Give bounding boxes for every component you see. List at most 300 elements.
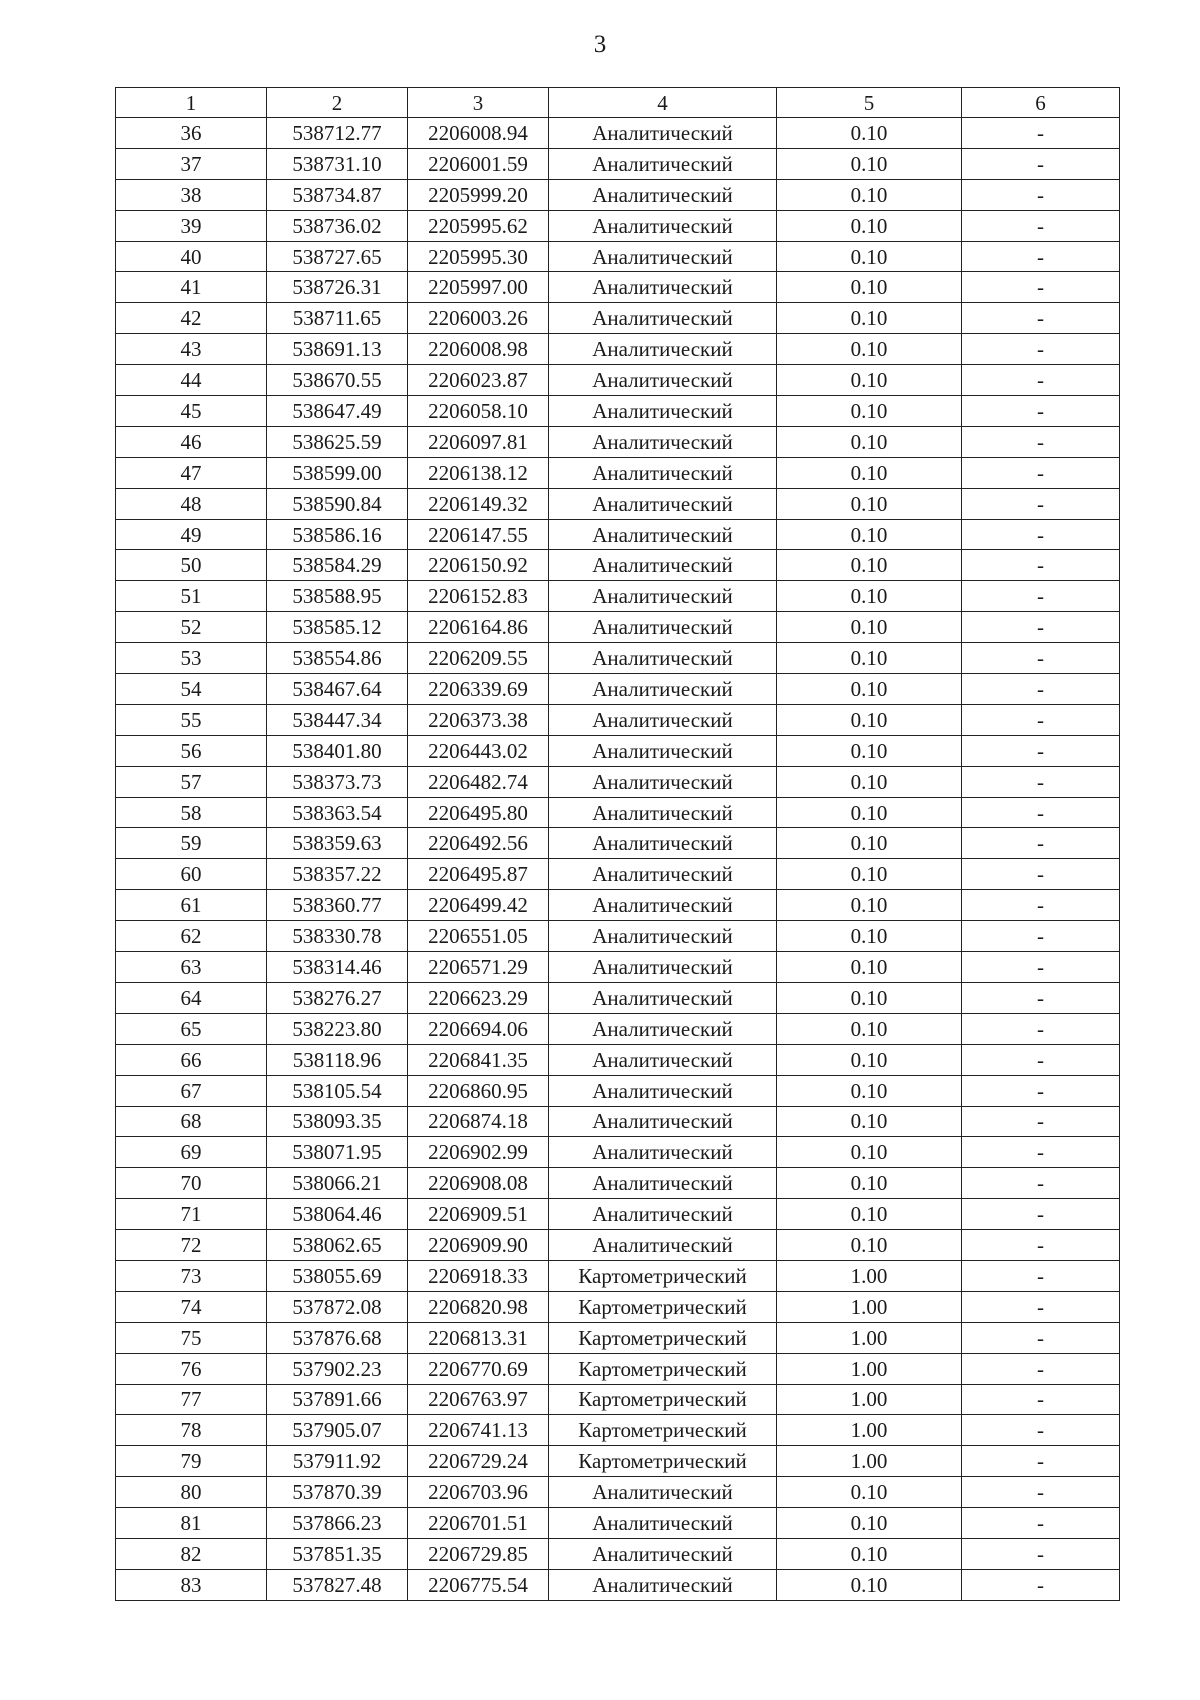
cell-description: - — [962, 550, 1120, 581]
cell-point-number: 65 — [116, 1013, 267, 1044]
cell-method: Аналитический — [549, 334, 777, 365]
cell-method: Аналитический — [549, 550, 777, 581]
cell-point-number: 73 — [116, 1260, 267, 1291]
cell-x: 537911.92 — [267, 1446, 408, 1477]
cell-point-number: 37 — [116, 148, 267, 179]
cell-x: 538731.10 — [267, 148, 408, 179]
table-row — [116, 1384, 1120, 1415]
cell-x: 538584.29 — [267, 550, 408, 581]
cell-accuracy: 0.10 — [777, 1044, 962, 1075]
cell-point-number: 48 — [116, 488, 267, 519]
cell-description: - — [962, 1508, 1120, 1539]
cell-description: - — [962, 1322, 1120, 1353]
cell-description: - — [962, 643, 1120, 674]
cell-accuracy: 0.10 — [777, 334, 962, 365]
cell-accuracy: 0.10 — [777, 828, 962, 859]
cell-method: Аналитический — [549, 1508, 777, 1539]
cell-method: Аналитический — [549, 396, 777, 427]
cell-y: 2206694.06 — [408, 1013, 549, 1044]
cell-method: Аналитический — [549, 488, 777, 519]
cell-point-number: 83 — [116, 1569, 267, 1600]
table-row — [116, 1477, 1120, 1508]
table-row — [116, 859, 1120, 890]
cell-method: Аналитический — [549, 735, 777, 766]
page-number: 3 — [593, 31, 607, 58]
cell-y: 2206729.24 — [408, 1446, 549, 1477]
table-row — [116, 643, 1120, 674]
cell-description: - — [962, 1013, 1120, 1044]
cell-x: 538401.80 — [267, 735, 408, 766]
cell-y: 2206909.90 — [408, 1230, 549, 1261]
cell-y: 2206149.32 — [408, 488, 549, 519]
cell-accuracy: 0.10 — [777, 550, 962, 581]
cell-accuracy: 0.10 — [777, 426, 962, 457]
cell-description: - — [962, 890, 1120, 921]
table-header — [116, 88, 1120, 118]
cell-method: Картометрический — [549, 1446, 777, 1477]
cell-x: 538357.22 — [267, 859, 408, 890]
cell-x: 538712.77 — [267, 118, 408, 149]
cell-accuracy: 0.10 — [777, 1137, 962, 1168]
cell-accuracy: 0.10 — [777, 272, 962, 303]
header-cell-method: 4 — [549, 88, 777, 118]
cell-point-number: 77 — [116, 1384, 267, 1415]
cell-point-number: 64 — [116, 982, 267, 1013]
cell-description: - — [962, 272, 1120, 303]
cell-accuracy: 0.10 — [777, 674, 962, 705]
cell-description: - — [962, 396, 1120, 427]
cell-y: 2205995.30 — [408, 241, 549, 272]
cell-method: Аналитический — [549, 1168, 777, 1199]
cell-description: - — [962, 828, 1120, 859]
table-row — [116, 674, 1120, 705]
cell-y: 2206001.59 — [408, 148, 549, 179]
cell-accuracy: 0.10 — [777, 612, 962, 643]
cell-point-number: 56 — [116, 735, 267, 766]
cell-x: 538062.65 — [267, 1230, 408, 1261]
cell-method: Аналитический — [549, 457, 777, 488]
cell-x: 538734.87 — [267, 179, 408, 210]
cell-x: 538064.46 — [267, 1199, 408, 1230]
cell-point-number: 69 — [116, 1137, 267, 1168]
cell-accuracy: 0.10 — [777, 1106, 962, 1137]
cell-method: Картометрический — [549, 1260, 777, 1291]
cell-y: 2206147.55 — [408, 519, 549, 550]
cell-accuracy: 0.10 — [777, 921, 962, 952]
cell-description: - — [962, 519, 1120, 550]
cell-y: 2206339.69 — [408, 674, 549, 705]
cell-x: 538670.55 — [267, 365, 408, 396]
cell-y: 2206908.08 — [408, 1168, 549, 1199]
cell-x: 538363.54 — [267, 797, 408, 828]
cell-y: 2206623.29 — [408, 982, 549, 1013]
cell-accuracy: 0.10 — [777, 148, 962, 179]
cell-accuracy: 0.10 — [777, 1538, 962, 1569]
cell-method: Аналитический — [549, 241, 777, 272]
cell-accuracy: 0.10 — [777, 1013, 962, 1044]
cell-description: - — [962, 612, 1120, 643]
cell-point-number: 66 — [116, 1044, 267, 1075]
cell-method: Аналитический — [549, 1013, 777, 1044]
cell-x: 537870.39 — [267, 1477, 408, 1508]
cell-method: Аналитический — [549, 179, 777, 210]
cell-method: Аналитический — [549, 303, 777, 334]
cell-method: Аналитический — [549, 1044, 777, 1075]
cell-y: 2206741.13 — [408, 1415, 549, 1446]
table-row — [116, 1291, 1120, 1322]
table-row — [116, 1106, 1120, 1137]
cell-method: Картометрический — [549, 1291, 777, 1322]
cell-accuracy: 0.10 — [777, 982, 962, 1013]
cell-method: Аналитический — [549, 982, 777, 1013]
cell-x: 538736.02 — [267, 210, 408, 241]
cell-method: Аналитический — [549, 1075, 777, 1106]
cell-description: - — [962, 1137, 1120, 1168]
cell-point-number: 42 — [116, 303, 267, 334]
cell-y: 2206492.56 — [408, 828, 549, 859]
cell-y: 2206495.87 — [408, 859, 549, 890]
table-row — [116, 612, 1120, 643]
cell-x: 538647.49 — [267, 396, 408, 427]
cell-x: 538554.86 — [267, 643, 408, 674]
cell-description: - — [962, 1415, 1120, 1446]
cell-point-number: 81 — [116, 1508, 267, 1539]
cell-method: Аналитический — [549, 859, 777, 890]
cell-x: 538118.96 — [267, 1044, 408, 1075]
cell-point-number: 57 — [116, 766, 267, 797]
cell-y: 2206820.98 — [408, 1291, 549, 1322]
cell-accuracy: 0.10 — [777, 797, 962, 828]
cell-x: 538093.35 — [267, 1106, 408, 1137]
cell-accuracy: 0.10 — [777, 241, 962, 272]
cell-x: 538599.00 — [267, 457, 408, 488]
cell-method: Аналитический — [549, 1106, 777, 1137]
cell-x: 538330.78 — [267, 921, 408, 952]
cell-y: 2205997.00 — [408, 272, 549, 303]
cell-y: 2206763.97 — [408, 1384, 549, 1415]
cell-description: - — [962, 1384, 1120, 1415]
cell-description: - — [962, 1044, 1120, 1075]
cell-description: - — [962, 1075, 1120, 1106]
cell-point-number: 74 — [116, 1291, 267, 1322]
cell-description: - — [962, 1477, 1120, 1508]
cell-point-number: 40 — [116, 241, 267, 272]
cell-method: Аналитический — [549, 210, 777, 241]
cell-point-number: 78 — [116, 1415, 267, 1446]
cell-y: 2206770.69 — [408, 1353, 549, 1384]
cell-method: Картометрический — [549, 1353, 777, 1384]
cell-description: - — [962, 488, 1120, 519]
cell-method: Аналитический — [549, 797, 777, 828]
cell-accuracy: 0.10 — [777, 1075, 962, 1106]
cell-y: 2205995.62 — [408, 210, 549, 241]
cell-method: Картометрический — [549, 1322, 777, 1353]
table-row — [116, 1137, 1120, 1168]
cell-y: 2206909.51 — [408, 1199, 549, 1230]
cell-accuracy: 0.10 — [777, 519, 962, 550]
table-row — [116, 457, 1120, 488]
cell-description: - — [962, 457, 1120, 488]
table-row — [116, 766, 1120, 797]
cell-description: - — [962, 982, 1120, 1013]
cell-x: 538276.27 — [267, 982, 408, 1013]
cell-description: - — [962, 1569, 1120, 1600]
cell-accuracy: 0.10 — [777, 1477, 962, 1508]
cell-x: 537872.08 — [267, 1291, 408, 1322]
table-row — [116, 1230, 1120, 1261]
cell-accuracy: 1.00 — [777, 1322, 962, 1353]
cell-method: Аналитический — [549, 1538, 777, 1569]
table-row — [116, 426, 1120, 457]
cell-x: 538066.21 — [267, 1168, 408, 1199]
cell-point-number: 82 — [116, 1538, 267, 1569]
cell-point-number: 47 — [116, 457, 267, 488]
cell-point-number: 55 — [116, 704, 267, 735]
cell-accuracy: 0.10 — [777, 735, 962, 766]
cell-x: 538447.34 — [267, 704, 408, 735]
cell-description: - — [962, 1353, 1120, 1384]
cell-method: Аналитический — [549, 519, 777, 550]
cell-accuracy: 0.10 — [777, 303, 962, 334]
cell-point-number: 54 — [116, 674, 267, 705]
cell-method: Аналитический — [549, 890, 777, 921]
cell-accuracy: 0.10 — [777, 643, 962, 674]
cell-x: 538711.65 — [267, 303, 408, 334]
cell-y: 2206008.94 — [408, 118, 549, 149]
cell-x: 538691.13 — [267, 334, 408, 365]
cell-accuracy: 0.10 — [777, 1569, 962, 1600]
cell-x: 538055.69 — [267, 1260, 408, 1291]
cell-y: 2206138.12 — [408, 457, 549, 488]
cell-accuracy: 0.10 — [777, 1508, 962, 1539]
cell-description: - — [962, 797, 1120, 828]
table-row — [116, 890, 1120, 921]
cell-method: Аналитический — [549, 766, 777, 797]
table-row — [116, 921, 1120, 952]
cell-point-number: 79 — [116, 1446, 267, 1477]
cell-description: - — [962, 1538, 1120, 1569]
cell-accuracy: 1.00 — [777, 1446, 962, 1477]
cell-accuracy: 1.00 — [777, 1415, 962, 1446]
cell-method: Картометрический — [549, 1415, 777, 1446]
cell-x: 538590.84 — [267, 488, 408, 519]
cell-description: - — [962, 1260, 1120, 1291]
cell-y: 2206150.92 — [408, 550, 549, 581]
cell-point-number: 50 — [116, 550, 267, 581]
header-cell-accuracy: 5 — [777, 88, 962, 118]
table-row — [116, 303, 1120, 334]
cell-y: 2206841.35 — [408, 1044, 549, 1075]
cell-point-number: 63 — [116, 952, 267, 983]
cell-y: 2206918.33 — [408, 1260, 549, 1291]
cell-y: 2206729.85 — [408, 1538, 549, 1569]
table-row — [116, 272, 1120, 303]
table-row — [116, 735, 1120, 766]
cell-method: Аналитический — [549, 921, 777, 952]
cell-point-number: 53 — [116, 643, 267, 674]
cell-y: 2206003.26 — [408, 303, 549, 334]
cell-accuracy: 0.10 — [777, 859, 962, 890]
cell-point-number: 51 — [116, 581, 267, 612]
cell-point-number: 43 — [116, 334, 267, 365]
cell-y: 2206443.02 — [408, 735, 549, 766]
cell-x: 538071.95 — [267, 1137, 408, 1168]
cell-point-number: 62 — [116, 921, 267, 952]
cell-x: 538585.12 — [267, 612, 408, 643]
table-body — [116, 118, 1120, 1601]
table-row — [116, 1168, 1120, 1199]
cell-y: 2206551.05 — [408, 921, 549, 952]
cell-x: 538373.73 — [267, 766, 408, 797]
cell-description: - — [962, 241, 1120, 272]
cell-description: - — [962, 179, 1120, 210]
cell-y: 2205999.20 — [408, 179, 549, 210]
table-row — [116, 241, 1120, 272]
cell-accuracy: 0.10 — [777, 179, 962, 210]
cell-description: - — [962, 1446, 1120, 1477]
table-row — [116, 1322, 1120, 1353]
cell-accuracy: 0.10 — [777, 118, 962, 149]
cell-description: - — [962, 921, 1120, 952]
cell-accuracy: 0.10 — [777, 766, 962, 797]
cell-y: 2206209.55 — [408, 643, 549, 674]
cell-method: Аналитический — [549, 1199, 777, 1230]
table-row — [116, 704, 1120, 735]
table-row — [116, 1199, 1120, 1230]
cell-description: - — [962, 859, 1120, 890]
cell-accuracy: 0.10 — [777, 704, 962, 735]
cell-y: 2206571.29 — [408, 952, 549, 983]
table-row — [116, 1075, 1120, 1106]
cell-x: 538359.63 — [267, 828, 408, 859]
cell-x: 538726.31 — [267, 272, 408, 303]
cell-point-number: 61 — [116, 890, 267, 921]
cell-accuracy: 0.10 — [777, 210, 962, 241]
cell-point-number: 49 — [116, 519, 267, 550]
cell-point-number: 76 — [116, 1353, 267, 1384]
cell-method: Аналитический — [549, 643, 777, 674]
cell-method: Аналитический — [549, 704, 777, 735]
cell-y: 2206701.51 — [408, 1508, 549, 1539]
cell-description: - — [962, 148, 1120, 179]
table-row — [116, 334, 1120, 365]
cell-description: - — [962, 118, 1120, 149]
cell-method: Аналитический — [549, 426, 777, 457]
cell-method: Аналитический — [549, 952, 777, 983]
cell-accuracy: 0.10 — [777, 396, 962, 427]
cell-accuracy: 0.10 — [777, 488, 962, 519]
cell-y: 2206703.96 — [408, 1477, 549, 1508]
cell-point-number: 59 — [116, 828, 267, 859]
cell-accuracy: 0.10 — [777, 365, 962, 396]
cell-description: - — [962, 334, 1120, 365]
cell-description: - — [962, 365, 1120, 396]
cell-description: - — [962, 1291, 1120, 1322]
cell-y: 2206499.42 — [408, 890, 549, 921]
cell-y: 2206152.83 — [408, 581, 549, 612]
table-row — [116, 1260, 1120, 1291]
cell-point-number: 36 — [116, 118, 267, 149]
cell-x: 537876.68 — [267, 1322, 408, 1353]
cell-method: Аналитический — [549, 581, 777, 612]
cell-accuracy: 1.00 — [777, 1384, 962, 1415]
table-row — [116, 581, 1120, 612]
cell-point-number: 58 — [116, 797, 267, 828]
cell-description: - — [962, 1106, 1120, 1137]
header-cell-description: 6 — [962, 88, 1120, 118]
cell-x: 538588.95 — [267, 581, 408, 612]
cell-x: 538105.54 — [267, 1075, 408, 1106]
cell-y: 2206058.10 — [408, 396, 549, 427]
cell-y: 2206902.99 — [408, 1137, 549, 1168]
cell-method: Аналитический — [549, 612, 777, 643]
header-cell-x: 2 — [267, 88, 408, 118]
table-row — [116, 1446, 1120, 1477]
cell-y: 2206482.74 — [408, 766, 549, 797]
cell-description: - — [962, 766, 1120, 797]
cell-point-number: 46 — [116, 426, 267, 457]
cell-x: 538223.80 — [267, 1013, 408, 1044]
cell-method: Аналитический — [549, 148, 777, 179]
cell-x: 537866.23 — [267, 1508, 408, 1539]
cell-description: - — [962, 704, 1120, 735]
table-row — [116, 118, 1120, 149]
cell-x: 538586.16 — [267, 519, 408, 550]
table-row — [116, 1508, 1120, 1539]
cell-accuracy: 1.00 — [777, 1260, 962, 1291]
table-row — [116, 1044, 1120, 1075]
cell-description: - — [962, 1230, 1120, 1261]
cell-accuracy: 0.10 — [777, 952, 962, 983]
cell-point-number: 67 — [116, 1075, 267, 1106]
cell-accuracy: 0.10 — [777, 1168, 962, 1199]
cell-method: Аналитический — [549, 828, 777, 859]
table-row — [116, 365, 1120, 396]
cell-x: 538625.59 — [267, 426, 408, 457]
cell-description: - — [962, 952, 1120, 983]
cell-point-number: 60 — [116, 859, 267, 890]
cell-method: Аналитический — [549, 1477, 777, 1508]
cell-y: 2206373.38 — [408, 704, 549, 735]
cell-point-number: 68 — [116, 1106, 267, 1137]
cell-method: Аналитический — [549, 674, 777, 705]
cell-description: - — [962, 1199, 1120, 1230]
cell-method: Аналитический — [549, 272, 777, 303]
cell-y: 2206097.81 — [408, 426, 549, 457]
cell-description: - — [962, 210, 1120, 241]
cell-y: 2206860.95 — [408, 1075, 549, 1106]
cell-x: 537827.48 — [267, 1569, 408, 1600]
cell-y: 2206813.31 — [408, 1322, 549, 1353]
cell-y: 2206023.87 — [408, 365, 549, 396]
table-row — [116, 797, 1120, 828]
cell-method: Аналитический — [549, 1569, 777, 1600]
cell-x: 537851.35 — [267, 1538, 408, 1569]
cell-y: 2206164.86 — [408, 612, 549, 643]
header-cell-y: 3 — [408, 88, 549, 118]
cell-y: 2206495.80 — [408, 797, 549, 828]
cell-accuracy: 0.10 — [777, 581, 962, 612]
cell-point-number: 72 — [116, 1230, 267, 1261]
cell-accuracy: 1.00 — [777, 1353, 962, 1384]
table-row — [116, 550, 1120, 581]
table-row — [116, 1353, 1120, 1384]
cell-point-number: 38 — [116, 179, 267, 210]
cell-method: Аналитический — [549, 118, 777, 149]
table-row — [116, 519, 1120, 550]
cell-x: 538467.64 — [267, 674, 408, 705]
cell-description: - — [962, 303, 1120, 334]
